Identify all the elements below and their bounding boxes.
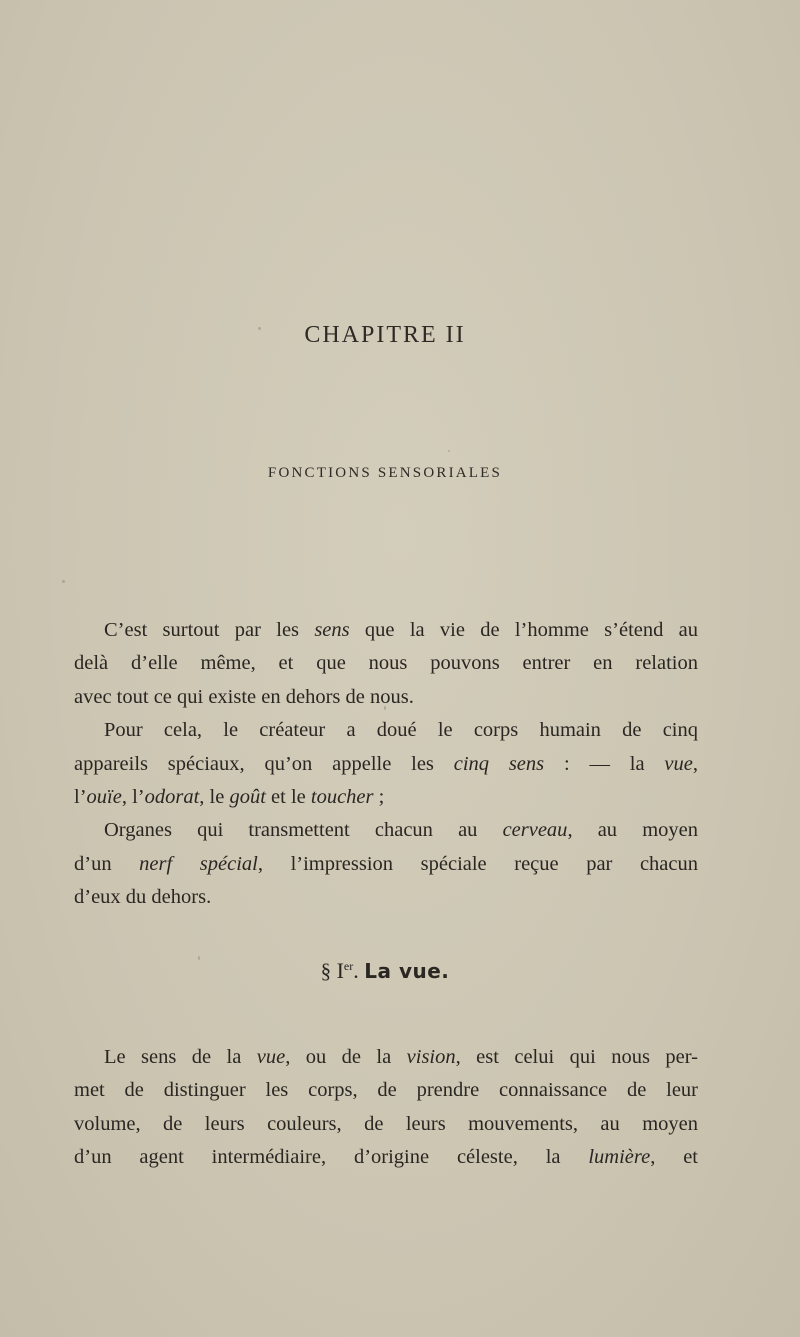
text-line: d’un agent intermédiaire, d’origine céleste, la lumière, et (74, 1146, 698, 1169)
text-line: d’eux du dehors. (74, 886, 212, 909)
chapter-subtitle: FONCTIONS SENSORIALES (267, 465, 503, 481)
text-line: avec tout ce qui existe en dehors de nous. (74, 685, 414, 708)
section-heading-text: La vue. (364, 959, 450, 983)
text-line: volume, de leurs couleurs, de leurs mouvements, au moyen (74, 1112, 698, 1135)
section-number: Ier. (336, 958, 359, 983)
text-line: met de distinguer les corps, de prendre connaissance de leur (74, 1079, 698, 1102)
text-line: l’ouïe, l’odorat, le goût et le toucher ; (74, 785, 385, 808)
text-line: appareils spéciaux, qu’on appelle les cinq sens : — la vue, (74, 752, 698, 775)
section-heading (0, 958, 770, 984)
intro-text (74, 614, 698, 915)
text-line: d’un nerf spécial, l’impression spéciale reçue par chacun (74, 852, 699, 875)
text-line: delà d’elle même, et que nous pouvons entrer en relation (74, 652, 698, 675)
section-symbol: § (320, 959, 332, 983)
paper-speck (62, 580, 65, 583)
text-line: Le sens de la vue, ou de la vision, est celui qui nous per- (104, 1046, 698, 1068)
chapter-title: CHAPITRE II (304, 322, 466, 348)
text-line: C’est surtout par les sens que la vie de l’homme s’étend au (104, 619, 698, 641)
paper-speck (448, 450, 450, 452)
text-line: Pour cela, le créateur a doué le corps humain de cinq (104, 719, 698, 742)
vue-text (74, 1041, 698, 1175)
text-line: Organes qui transmettent chacun au cerveau, au moyen (104, 819, 698, 842)
